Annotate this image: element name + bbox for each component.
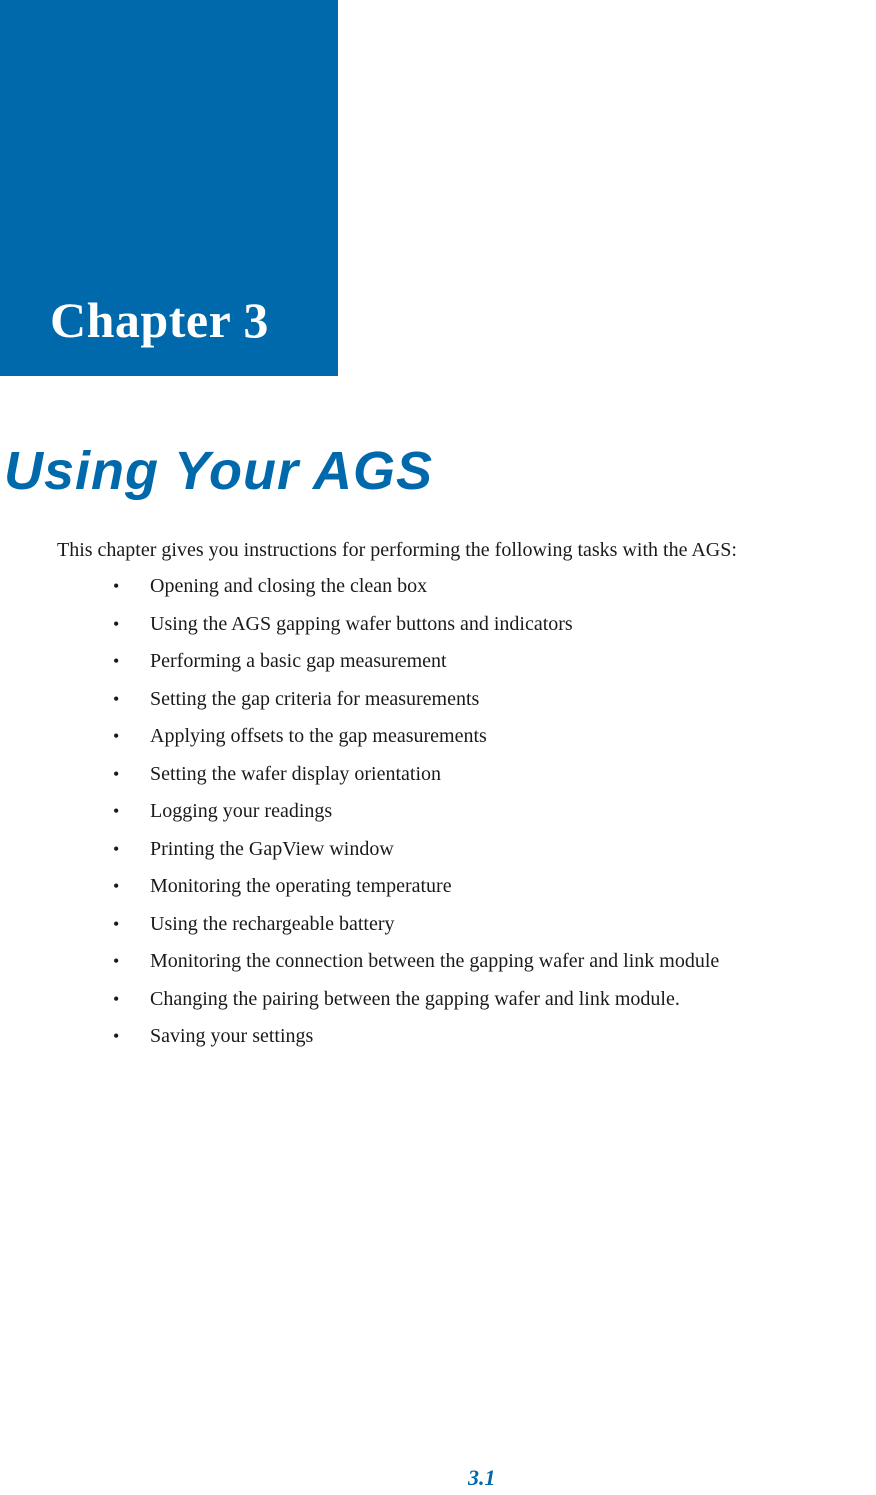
bullet-icon: • xyxy=(113,763,120,784)
list-item-text: Setting the wafer display orientation xyxy=(150,762,442,785)
list-item-text: Saving your settings xyxy=(150,1025,314,1047)
list-item-text: Performing a basic gap measurement xyxy=(150,650,447,672)
bullet-icon: • xyxy=(113,913,120,934)
page-number: 3.1 xyxy=(468,1465,496,1490)
bullet-icon: • xyxy=(113,801,120,821)
bullet-icon: • xyxy=(113,613,120,634)
bullet-icon: • xyxy=(113,951,120,971)
list-item-text: Applying offsets to the gap measurements xyxy=(150,725,487,747)
list-item-text: Opening and closing the clean box xyxy=(150,575,428,597)
bullet-icon: • xyxy=(113,838,120,859)
page-title: Using Your AGS xyxy=(4,441,434,501)
bullet-icon: • xyxy=(113,876,120,896)
intro-paragraph: This chapter gives you instructions for performing the following tasks with the AGS: xyxy=(57,539,737,561)
bullet-icon: • xyxy=(113,576,120,596)
bullet-icon: • xyxy=(113,651,120,671)
list-item-text: Changing the pairing between the gapping wafer and link module. xyxy=(150,987,680,1010)
list-item-text: Printing the GapView window xyxy=(150,837,394,860)
bullet-icon: • xyxy=(113,988,120,1009)
bullet-icon: • xyxy=(113,726,120,746)
bullet-icon: • xyxy=(113,1026,120,1046)
list-item-text: Setting the gap criteria for measurements xyxy=(150,687,480,710)
list-item-text: Using the AGS gapping wafer buttons and indicators xyxy=(150,612,573,635)
bullet-icon: • xyxy=(113,688,120,709)
chapter-banner xyxy=(0,0,338,376)
list-item-text: Monitoring the connection between the gapping wafer and link module xyxy=(150,950,720,972)
list-item-text: Logging your readings xyxy=(150,800,333,822)
chapter-label: Chapter 3 xyxy=(50,292,269,348)
list-item-text: Using the rechargeable battery xyxy=(150,912,395,935)
list-item-text: Monitoring the operating temperature xyxy=(150,875,452,897)
